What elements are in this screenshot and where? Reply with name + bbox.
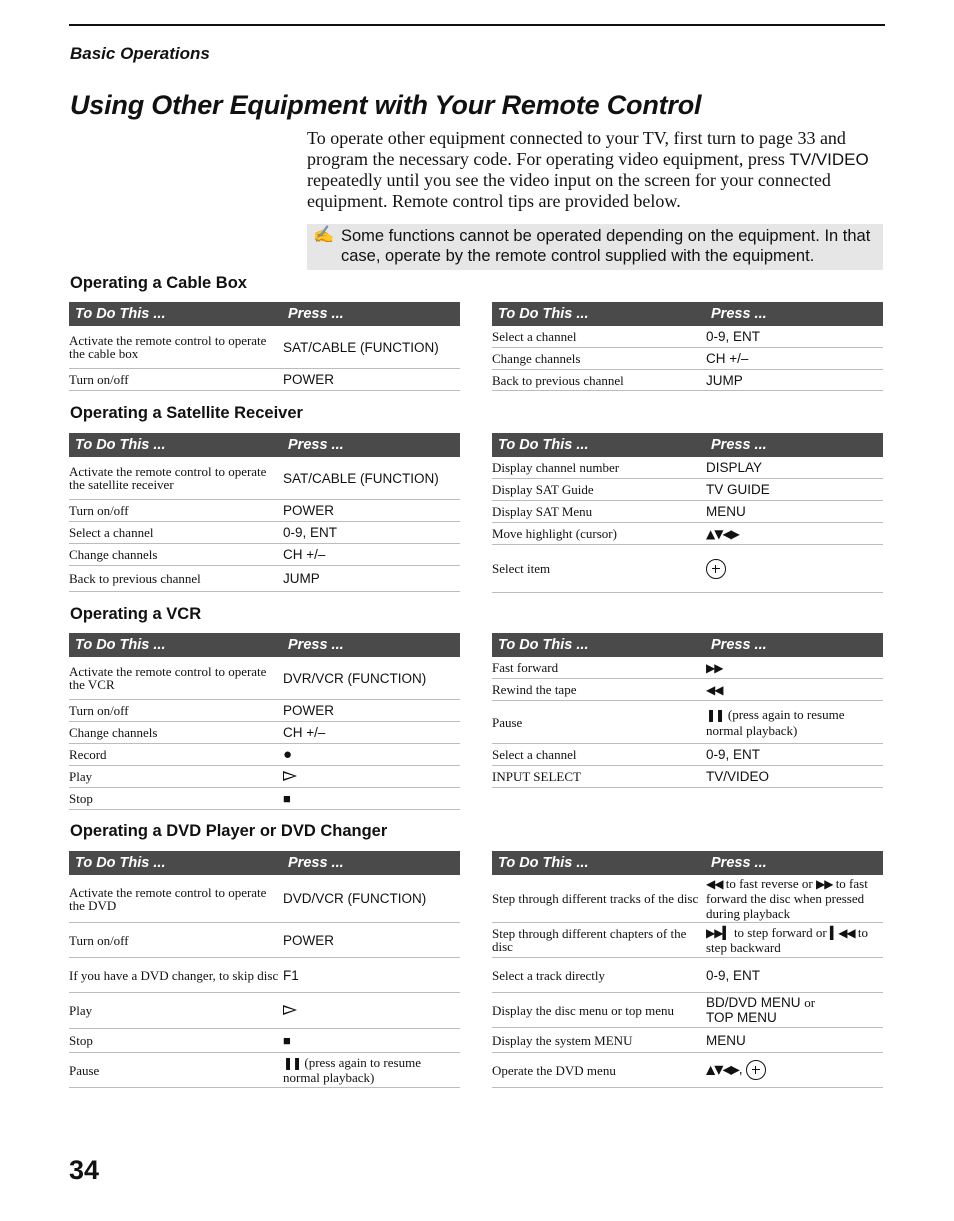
col-todo: To Do This ... (75, 637, 166, 653)
action-cell: Turn on/off (69, 372, 129, 387)
table-header (69, 851, 460, 875)
press-cell: POWER (283, 372, 335, 387)
note-box (307, 224, 883, 270)
press-cell: MENU (706, 504, 746, 519)
stop-icon: ■ (283, 1033, 291, 1048)
press-cell: DVR/VCR (FUNCTION) (283, 670, 427, 686)
press-cell (706, 660, 883, 676)
action-cell: Change channels (69, 547, 158, 562)
intro-text-1: To operate other equipment connected to your TV, first turn to page 33 and program the necessary code. For operating video equipment, press (307, 128, 846, 169)
col-press: Press ... (711, 306, 767, 322)
press-cell (283, 1055, 460, 1085)
press-cell (283, 747, 460, 762)
action-cell: Pause (492, 714, 523, 730)
action-cell: Select a channel (69, 525, 154, 540)
action-cell: Activate the remote control to operate the DVD (69, 884, 267, 913)
pause-icon: ❚❚ (283, 1056, 302, 1070)
table-row (69, 500, 460, 522)
col-todo: To Do This ... (498, 855, 589, 871)
top-rule (69, 24, 885, 26)
heading-cable-box: Operating a Cable Box (70, 274, 247, 292)
action-cell: Display SAT Guide (492, 482, 594, 497)
action-cell: Activate the remote control to operate the VCR (69, 664, 267, 692)
action-cell: Select a channel (492, 329, 577, 344)
col-press: Press ... (711, 637, 767, 653)
press-note: (press again to resume normal playback) (283, 1055, 421, 1085)
press-cell: JUMP (706, 372, 743, 388)
cable-table-right (492, 302, 883, 391)
action-cell: If you have a DVD changer, to skip disc (69, 967, 279, 983)
table-row (69, 958, 460, 993)
satellite-table-left (69, 433, 460, 592)
action-cell: Play (69, 769, 93, 784)
press-cell: TV GUIDE (706, 482, 770, 497)
table-row (69, 923, 460, 958)
press-cell: 0-9, ENT (706, 967, 761, 983)
table-row (69, 369, 460, 391)
col-press: Press ... (711, 437, 767, 453)
press-cell: CH +/– (283, 547, 326, 562)
table-row (492, 457, 883, 479)
col-todo: To Do This ... (498, 637, 589, 653)
select-button-icon (746, 1060, 766, 1080)
table-row (69, 744, 460, 766)
table-row (492, 501, 883, 523)
table-header (69, 633, 460, 657)
action-cell: Fast forward (492, 660, 559, 675)
action-cell: Change channels (69, 725, 158, 740)
play-icon (283, 1005, 297, 1015)
press-text-b: to step backward (706, 925, 869, 955)
table-row (492, 326, 883, 348)
vcr-table-left (69, 633, 460, 810)
table-row (69, 657, 460, 700)
action-cell: Turn on/off (69, 932, 129, 948)
table-header (492, 851, 883, 875)
press-cell: CH +/– (283, 725, 326, 740)
press-text-a: to fast reverse or (725, 876, 813, 891)
action-cell: Select a track directly (492, 967, 605, 983)
table-row (492, 958, 883, 993)
press-cell (283, 769, 460, 784)
action-cell: Rewind the tape (492, 682, 577, 697)
press-or: or (804, 995, 816, 1010)
press-cell: ▲▼◀▶, (706, 1060, 883, 1080)
col-press: Press ... (288, 637, 344, 653)
action-cell: Select a channel (492, 747, 577, 762)
press-cell (706, 925, 883, 955)
table-row (492, 701, 883, 744)
action-cell: Display the disc menu or top menu (492, 1002, 674, 1018)
table-row (69, 457, 460, 500)
press-cell: TV/VIDEO (706, 769, 770, 784)
press-cell: 0-9, ENT (706, 329, 761, 344)
action-cell: Activate the remote control to operate the cable box (69, 333, 267, 361)
intro-paragraph (307, 128, 887, 212)
press-cell: SAT/CABLE (FUNCTION) (283, 339, 439, 355)
select-button-icon (706, 559, 726, 579)
table-row (69, 566, 460, 592)
press-cell: SAT/CABLE (FUNCTION) (283, 470, 439, 486)
section-label: Basic Operations (70, 44, 210, 63)
dvd-table-left (69, 851, 460, 1088)
table-row (69, 1053, 460, 1088)
table-row (69, 722, 460, 744)
table-row (492, 657, 883, 679)
press-text-a: to step forward or (733, 925, 827, 940)
action-cell: Stop (69, 1033, 93, 1048)
table-header (69, 302, 460, 326)
action-cell: Back to previous channel (492, 372, 624, 388)
action-cell: Select item (492, 561, 551, 576)
press-cell (283, 1003, 460, 1018)
col-todo: To Do This ... (498, 437, 589, 453)
skip-backward-icon: ▍◀◀ (829, 926, 855, 940)
press-text-b: TOP MENU (706, 1010, 777, 1025)
press-text-a: BD/DVD MENU (706, 995, 801, 1010)
col-todo: To Do This ... (75, 306, 166, 322)
action-cell: Turn on/off (69, 503, 129, 518)
table-row (69, 875, 460, 923)
press-cell: 0-9, ENT (283, 525, 338, 540)
action-cell: Display the system MENU (492, 1032, 633, 1048)
table-row (69, 544, 460, 566)
col-press: Press ... (288, 437, 344, 453)
page-title: Using Other Equipment with Your Remote Control (70, 90, 702, 120)
action-cell: Turn on/off (69, 703, 129, 718)
table-header (492, 433, 883, 457)
table-row (492, 679, 883, 701)
action-cell: Change channels (492, 351, 581, 366)
col-press: Press ... (288, 855, 344, 871)
press-cell: CH +/– (706, 351, 749, 366)
arrow-keys-icon: ▲▼◀▶ (706, 526, 739, 541)
action-cell: INPUT SELECT (492, 769, 581, 784)
table-row (492, 875, 883, 923)
col-todo: To Do This ... (75, 855, 166, 871)
press-cell (283, 1033, 460, 1048)
press-cell (706, 682, 883, 698)
rewind-icon: ◀◀ (706, 877, 723, 891)
heading-dvd: Operating a DVD Player or DVD Changer (70, 822, 388, 840)
action-cell: Operate the DVD menu (492, 1062, 616, 1078)
table-row (492, 348, 883, 370)
fast-forward-icon: ▶▶ (815, 877, 833, 891)
rewind-icon: ◀◀ (706, 682, 723, 697)
table-row (69, 700, 460, 722)
col-todo: To Do This ... (498, 306, 589, 322)
table-header (492, 302, 883, 326)
press-cell (706, 707, 883, 738)
intro-text-2: repeatedly until you see the video input on the screen for your connected equipment. Remote control tips are provided below. (307, 170, 831, 211)
table-row (492, 993, 883, 1028)
press-cell (706, 526, 883, 542)
skip-forward-icon: ▶▶▍ (706, 926, 731, 940)
table-row (69, 788, 460, 810)
pencil-note-icon: ✍ (313, 225, 335, 244)
table-row (69, 326, 460, 369)
stop-icon: ■ (283, 791, 291, 806)
vcr-table-right (492, 633, 883, 788)
press-cell: POWER (283, 703, 335, 718)
press-cell: DVD/VCR (FUNCTION) (283, 891, 427, 906)
dvd-table-right (492, 851, 883, 1088)
press-cell: DISPLAY (706, 460, 763, 475)
table-row (492, 523, 883, 545)
action-cell: Step through different tracks of the disc (492, 891, 699, 906)
col-press: Press ... (288, 306, 344, 322)
record-icon: ● (283, 746, 293, 763)
action-cell: Step through different chapters of the disc (492, 926, 687, 954)
table-header (69, 433, 460, 457)
heading-satellite: Operating a Satellite Receiver (70, 404, 303, 422)
page-number: 34 (69, 1155, 100, 1185)
action-cell: Record (69, 747, 107, 762)
heading-vcr: Operating a VCR (70, 605, 202, 623)
table-row (492, 1028, 883, 1053)
col-todo: To Do This ... (75, 437, 166, 453)
table-row (492, 370, 883, 391)
press-note: (press again to resume normal playback) (706, 706, 845, 738)
arrow-keys-icon: ▲▼◀▶ (706, 1062, 739, 1077)
col-press: Press ... (711, 855, 767, 871)
fast-forward-icon: ▶▶ (706, 660, 723, 675)
cable-table-left (69, 302, 460, 391)
play-icon (283, 771, 297, 781)
press-cell (706, 995, 883, 1025)
press-cell (706, 876, 883, 921)
action-cell: Pause (69, 1062, 100, 1078)
table-row (492, 545, 883, 593)
press-cell: MENU (706, 1032, 746, 1048)
satellite-table-right (492, 433, 883, 593)
pause-icon: ❚❚ (706, 707, 725, 722)
table-row (492, 479, 883, 501)
press-cell: POWER (283, 503, 335, 518)
intro-button-name: TV/VIDEO (789, 150, 869, 169)
action-cell: Stop (69, 791, 93, 806)
table-row (69, 522, 460, 544)
action-cell: Move highlight (cursor) (492, 526, 617, 541)
action-cell: Play (69, 1003, 93, 1018)
press-cell (283, 791, 460, 806)
table-header (492, 633, 883, 657)
press-cell: JUMP (283, 571, 320, 586)
press-cell: F1 (283, 967, 299, 983)
press-cell (706, 559, 883, 579)
action-cell: Activate the remote control to operate the satellite receiver (69, 464, 267, 492)
note-text: Some functions cannot be operated depending on the equipment. In that case, operate by the remote control supplied with the equipment. (341, 227, 871, 265)
action-cell: Display SAT Menu (492, 504, 593, 519)
table-row (69, 766, 460, 788)
table-row (492, 923, 883, 958)
table-row (492, 766, 883, 788)
press-cell: POWER (283, 932, 335, 948)
table-row (492, 1053, 883, 1088)
table-row (492, 744, 883, 766)
table-row (69, 993, 460, 1029)
action-cell: Back to previous channel (69, 571, 201, 586)
table-row (69, 1029, 460, 1053)
press-cell: 0-9, ENT (706, 747, 761, 762)
action-cell: Display channel number (492, 460, 620, 475)
press-text-b: to fast forward the disc when pressed during playback (706, 876, 868, 921)
